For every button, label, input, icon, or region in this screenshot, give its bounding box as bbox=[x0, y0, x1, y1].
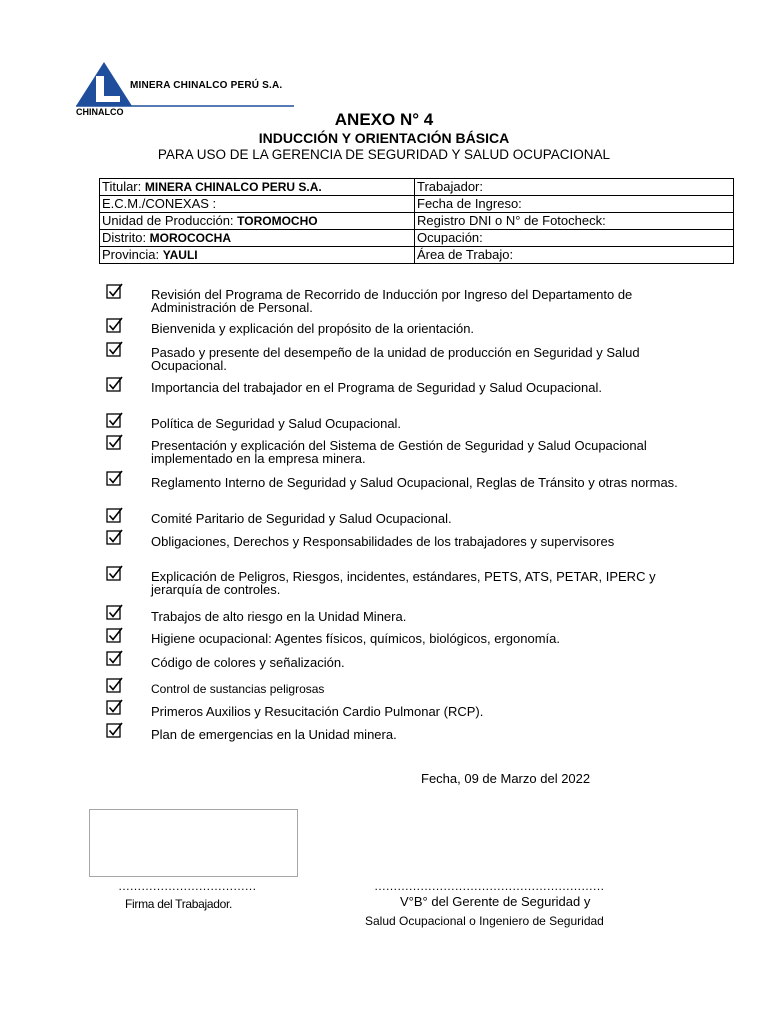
checklist-item: Presentación y explicación del Sistema de Gestión de Seguridad y Salud Ocupacional implementado en la empresa minera. bbox=[151, 438, 647, 466]
distrito-value: MOROCOCHA bbox=[149, 231, 231, 245]
checklist-item: Revisión del Programa de Recorrido de Inducción por Ingreso del Departamento de Administración de Personal. bbox=[151, 287, 633, 315]
table-cell bbox=[100, 213, 415, 230]
checklist-item: Código de colores y señalización. bbox=[151, 655, 345, 670]
checked-box-icon[interactable] bbox=[106, 507, 124, 523]
worker-signature-label: Firma del Trabajador. bbox=[125, 897, 233, 911]
checklist-item: Reglamento Interno de Seguridad y Salud Ocupacional, Reglas de Tránsito y otras normas. bbox=[151, 475, 678, 490]
checked-box-icon[interactable] bbox=[106, 604, 124, 620]
checklist-item: Comité Paritario de Seguridad y Salud Ocupacional. bbox=[151, 511, 452, 526]
checklist-item: Primeros Auxilios y Resucitación Cardio Pulmonar (RCP). bbox=[151, 704, 484, 719]
table-cell bbox=[415, 213, 734, 230]
checklist-item: Política de Seguridad y Salud Ocupacional. bbox=[151, 416, 402, 431]
table-cell bbox=[100, 247, 415, 264]
checked-box-icon[interactable] bbox=[106, 529, 124, 545]
checked-box-icon[interactable] bbox=[106, 650, 124, 666]
checked-box-icon[interactable] bbox=[106, 434, 124, 450]
worker-signature-line: ……………………………… bbox=[118, 879, 256, 893]
table-row bbox=[100, 196, 734, 213]
document-date: Fecha, 09 de Marzo del 2022 bbox=[421, 771, 591, 786]
fecha-ingreso-label: Fecha de Ingreso: bbox=[417, 196, 522, 211]
checked-box-icon[interactable] bbox=[106, 699, 124, 715]
document-title: ANEXO N° 4 bbox=[334, 110, 434, 129]
table-cell bbox=[100, 230, 415, 247]
checklist-item: Pasado y presente del desempeño de la unidad de producción en Seguridad y Salud Ocupacional. bbox=[151, 345, 640, 373]
ocupacion-label: Ocupación: bbox=[417, 230, 483, 245]
logo-short-name: CHINALCO bbox=[76, 107, 124, 117]
table-cell bbox=[415, 230, 734, 247]
provincia-label: Provincia: bbox=[102, 247, 163, 262]
registro-dni-label: Registro DNI o N° de Fotocheck: bbox=[417, 213, 606, 228]
checklist-item: Bienvenida y explicación del propósito de la orientación. bbox=[151, 321, 475, 336]
checked-box-icon[interactable] bbox=[106, 627, 124, 643]
checked-box-icon[interactable] bbox=[106, 376, 124, 392]
checklist-item: Plan de emergencias en la Unidad minera. bbox=[151, 727, 397, 742]
checked-box-icon[interactable] bbox=[106, 565, 124, 581]
worker-info-table bbox=[99, 178, 734, 264]
table-cell bbox=[415, 247, 734, 264]
table-cell bbox=[100, 179, 415, 196]
document-subtitle: INDUCCIÓN Y ORIENTACIÓN BÁSICA bbox=[258, 130, 510, 146]
logo-company-name: MINERA CHINALCO PERÚ S.A. bbox=[130, 80, 283, 91]
checked-box-icon[interactable] bbox=[106, 341, 124, 357]
checked-box-icon[interactable] bbox=[106, 722, 124, 738]
checked-box-icon[interactable] bbox=[106, 677, 124, 693]
table-row bbox=[100, 247, 734, 264]
document-subtitle-secondary: PARA USO DE LA GERENCIA DE SEGURIDAD Y SALUD OCUPACIONAL bbox=[157, 147, 611, 162]
unidad-value: TOROMOCHO bbox=[237, 214, 318, 228]
signature-box[interactable] bbox=[89, 809, 298, 877]
checked-box-icon[interactable] bbox=[106, 470, 124, 486]
titular-value: MINERA CHINALCO PERU S.A. bbox=[144, 180, 322, 194]
table-cell bbox=[415, 196, 734, 213]
manager-signature-label-line2: Salud Ocupacional o Ingeniero de Seguridad bbox=[365, 914, 604, 928]
checked-box-icon[interactable] bbox=[106, 412, 124, 428]
manager-signature-line: …………………………………………………… bbox=[374, 879, 604, 893]
checklist-item: Explicación de Peligros, Riesgos, incidentes, estándares, PETS, ATS, PETAR, IPERC y jerarquía de controles. bbox=[151, 569, 656, 597]
manager-signature-label-line1: V°B° del Gerente de Seguridad y bbox=[400, 894, 591, 909]
checked-box-icon[interactable] bbox=[106, 317, 124, 333]
distrito-label: Distrito: bbox=[102, 230, 150, 245]
table-row bbox=[100, 213, 734, 230]
checklist-item: Higiene ocupacional: Agentes físicos, químicos, biológicos, ergonomía. bbox=[151, 631, 561, 646]
checked-box-icon[interactable] bbox=[106, 283, 124, 299]
checklist-item: Importancia del trabajador en el Programa de Seguridad y Salud Ocupacional. bbox=[151, 380, 602, 395]
provincia-value: YAULI bbox=[162, 248, 198, 262]
table-row bbox=[100, 179, 734, 196]
trabajador-label: Trabajador: bbox=[417, 179, 483, 194]
checklist-item: Control de sustancias peligrosas bbox=[151, 682, 325, 696]
area-trabajo-label: Área de Trabajo: bbox=[417, 247, 514, 262]
table-cell bbox=[415, 179, 734, 196]
ecm-label: E.C.M./CONEXAS : bbox=[102, 196, 217, 211]
table-cell bbox=[100, 196, 415, 213]
unidad-label: Unidad de Producción: bbox=[102, 213, 238, 228]
checklist-item: Trabajos de alto riesgo en la Unidad Minera. bbox=[151, 609, 407, 624]
table-row bbox=[100, 230, 734, 247]
checklist-item: Obligaciones, Derechos y Responsabilidades de los trabajadores y supervisores bbox=[151, 534, 615, 549]
titular-label: Titular: bbox=[102, 179, 145, 194]
